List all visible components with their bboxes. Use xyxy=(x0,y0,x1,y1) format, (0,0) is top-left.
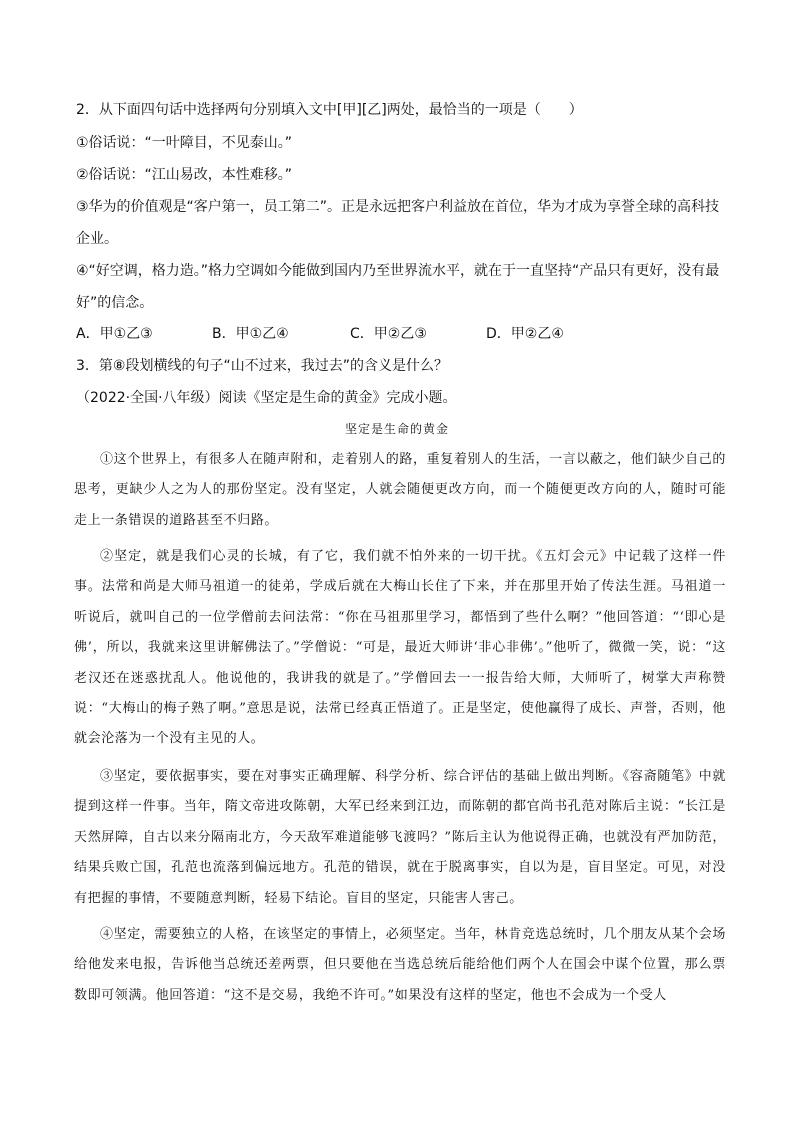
question-2-stem: 2．从下面四句话中选择两句分别填入文中[甲][乙]两处，最恰当的一项是（ ） xyxy=(76,102,583,118)
option-d: D．甲②乙④ xyxy=(486,326,564,342)
sentence-1: ①俗话说：“一叶障目，不见泰山。” xyxy=(76,135,293,151)
question-3-stem: 3．第⑧段划横线的句子“山不过来，我过去”的含义是什么？ xyxy=(76,358,448,374)
article-paragraph-2: ②坚定，就是我们心灵的长城，有了它，我们就不怕外来的一切干扰。《五灯会元》中记载了这样一件事。法常和尚是大师马祖道一的徒弟，学成后就在大梅山长住了下来，并在那里开始了传法生涯。马祖道一听说后，就叫自己的一位学僧前去问法常：“你在马祖那里学习，都悟到了些什么啊？”他回答道：“‘即心是佛’，所以，我就来这里讲解佛法了。”学僧说：“可是，最近大师讲‘非心非佛’。”他听了，微微一笑，说：“这老汉还在迷惑扰乱人。他说他的，我讲我的就是了。”学僧回去一一报告给大师，大师听了，树掌大声称赞说：“大梅山的梅子熟了啊。”意思是说，法常已经真正悟道了。正是坚定，使他赢得了成长、声誉，否则，他就会沦落为一个没有主见的人。 xyxy=(74,549,726,747)
sentence-4-line-2: 好”的信念。 xyxy=(76,295,154,311)
sentence-4-line-1: ④“好空调，格力造。”格力空调如今能做到国内乃至世界流水平，就在于一直坚持“产品只有更好，没有最 xyxy=(76,263,720,279)
article-paragraph-1: ①这个世界上，有很多人在随声附和，走着别人的路，重复着别人的生活，一言以蔽之，他们缺少自己的思考，更缺少人之为人的那份坚定。没有坚定，人就会随便更改方向，而一个随便更改方向的人，随时可能走上一条错误的道路甚至不归路。 xyxy=(74,452,726,528)
article-paragraph-3: ③坚定，要依据事实，要在对事实正确理解、科学分析、综合评估的基础上做出判断。《容斋随笔》中就提到这样一件事。当年，隋文帝进攻陈朝，大军已经来到江边，而陈朝的都官尚书孔范对陈后主说：“长江是天然屏障，自古以来分隔南北方，今天敌军难道能够飞渡吗？”陈后主认为他说得正确，也就没有严加防范，结果兵败亡国，孔范也流落到偏远地方。孔范的错误，就在于脱离事实，自以为是，盲目坚定。可见，对没有把握的事情，不要随意判断，轻易下结论。盲目的坚定，只能害人害己。 xyxy=(74,769,726,906)
sentence-2: ②俗话说：“江山易改，本性难移。” xyxy=(76,167,293,183)
option-a: A．甲①乙③ xyxy=(76,326,153,342)
sentence-3-line-2: 企业。 xyxy=(76,231,118,247)
reading-intro: （2022·全国·八年级）阅读《坚定是生命的黄金》完成小题。 xyxy=(76,390,457,406)
option-c: C．甲②乙③ xyxy=(350,326,427,342)
sentence-3-line-1: ③华为的价值观是“客户第一，员工第二”。正是永远把客户利益放在首位，华为才成为享誉全球的高科技 xyxy=(76,199,720,215)
article-title: 坚定是生命的黄金 xyxy=(344,422,449,436)
option-b: B．甲①乙④ xyxy=(212,326,289,342)
article-paragraph-4: ④坚定，需要独立的人格，在该坚定的事情上，必须坚定。当年，林肯竞选总统时，几个朋友从某个会场给他发来电报，告诉他当总统还差两票，但只要他在当选总统后能给他们两个人在国会中谋个位置，那么票数即可领满。他回答道：“这不是交易，我绝不许可。”如果没有这样的坚定，他也不会成为一个受人 xyxy=(74,927,726,1003)
